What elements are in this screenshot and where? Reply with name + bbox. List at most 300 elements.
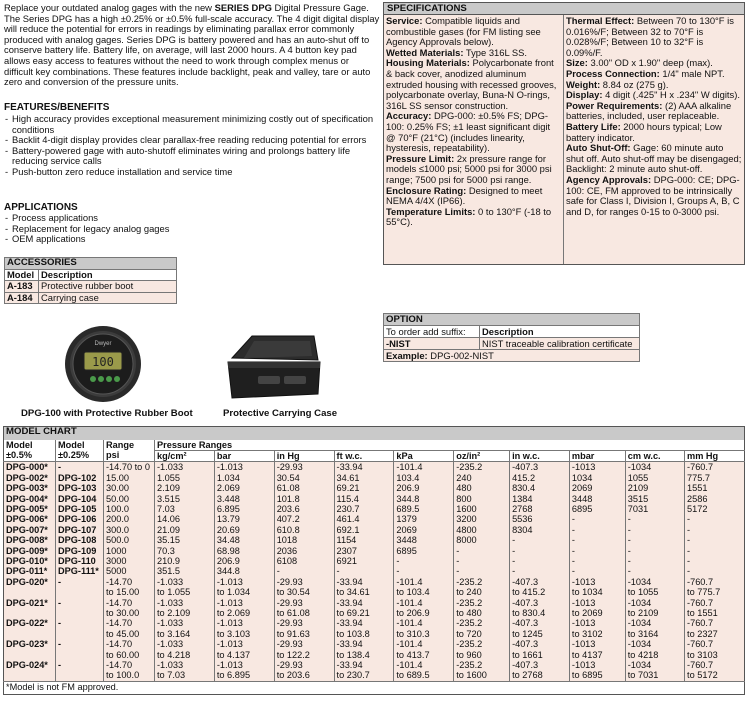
table-cell: DPG-106 (56, 514, 104, 524)
table-row (4, 629, 745, 639)
table-cell: -1.033 (155, 598, 215, 608)
spec-value: 2x pressure range for models ≤1000 psi; 5000 psi for 3000 psi range; 7500 psi for 5000 psi range. (386, 152, 552, 185)
table-cell: DPG-000* (4, 462, 56, 473)
table-cell: -101.4 (394, 639, 454, 649)
table-cell: to 60.00 (104, 650, 155, 660)
spec-entry (386, 154, 561, 186)
table-cell: -760.7 (685, 598, 745, 608)
spec-entry (566, 143, 742, 175)
spec-value: DPG-000: CE; DPG-100: CE, FM approved to be intrinsically safe for Class I, Division I, Groups A, B, C and D, for ranges 0-15 to 0-3000 psi. (566, 173, 740, 217)
table-row (4, 504, 745, 514)
table-cell: to 2.109 (155, 608, 215, 618)
table-cell: -14.70 (104, 618, 155, 628)
header-pressure-ranges: Pressure Ranges (155, 440, 745, 451)
table-cell: -1.013 (214, 639, 274, 649)
table-cell: 3000 (104, 556, 155, 566)
table-cell: 1.034 (214, 473, 274, 483)
table-cell: 101.8 (274, 494, 334, 504)
specifications-right-column (564, 15, 744, 264)
table-cell: -235.2 (454, 462, 510, 473)
table-cell: 5172 (685, 504, 745, 514)
table-row (4, 608, 745, 618)
table-cell: -29.93 (274, 618, 334, 628)
table-cell: 3200 (454, 514, 510, 524)
table-cell: -29.93 (274, 598, 334, 608)
table-cell: - (569, 525, 625, 535)
spec-label: Battery Life: (566, 120, 621, 132)
spec-value: Polycarbonate front & back cover, anodized aluminum extruded housing with recessed grooves, polycarbonate overlay, Buna-N O-rings, 316L SS sensor construction. (386, 57, 557, 111)
table-cell: 6895 (394, 546, 454, 556)
table-cell (4, 608, 56, 618)
table-row (4, 473, 745, 483)
table-cell: 2307 (334, 546, 394, 556)
table-cell: 351.5 (155, 566, 215, 576)
table-cell: -407.3 (510, 598, 570, 608)
table-cell: -1034 (625, 462, 684, 473)
table-cell: DPG-103 (56, 483, 104, 493)
spec-entry (386, 111, 561, 153)
table-cell: - (454, 546, 510, 556)
table-cell: 1000 (104, 546, 155, 556)
table-cell: 3.515 (155, 494, 215, 504)
table-cell: - (685, 546, 745, 556)
header-unit: oz/in² (454, 450, 510, 461)
table-cell: -33.94 (334, 660, 394, 670)
applications-item: - Replacement for legacy analog gages (4, 224, 380, 235)
spec-value: 0 to 130°F (-18 to 55°C). (386, 205, 552, 228)
table-cell: to 1600 (454, 670, 510, 681)
table-cell: - (569, 546, 625, 556)
spec-label: Size: (566, 57, 588, 69)
table-row (4, 587, 745, 597)
table-cell: 115.4 (334, 494, 394, 504)
spec-entry (386, 16, 561, 48)
applications-item: - Process applications (4, 213, 380, 224)
table-cell: -407.3 (510, 577, 570, 587)
table-cell: 5536 (510, 514, 570, 524)
table-row (4, 494, 745, 504)
table-cell: 103.4 (394, 473, 454, 483)
intro-text-after: Digital Pressure Gage. The Series DPG has a high ±0.25% or ±0.5% full-scale accuracy. The 4 digit digital display will reduce the potential for errors in readings by eliminating parallax error commonly produced with analog gages. Series DPG is battery powered and has an auto-shut off to conserve battery life. Battery life, on average, will last 2000 hours. A 4 button key pad allows easy access to features without the need to work through complex menus or difficult key combinations. These features include backlight, peak and valley, tare or auto zero and conversion of the pressure units. (4, 2, 380, 88)
spec-label: Temperature Limits: (386, 205, 476, 217)
spec-label: Weight: (566, 78, 601, 90)
spec-entry (386, 186, 561, 207)
accessories-title: ACCESSORIES (5, 258, 177, 270)
table-cell: - (56, 598, 104, 608)
header-range-unit: psi (104, 450, 155, 461)
table-cell: - (569, 514, 625, 524)
table-cell: to 2768 (510, 670, 570, 681)
header-model-025-accuracy: ±0.25% (56, 450, 104, 461)
features-item: - Battery-powered gage with auto-shutoff eliminates wiring and prolongs battery life reducing service calls (4, 146, 380, 167)
table-cell: to 203.6 (274, 670, 334, 681)
spec-value: Designed to meet NEMA 4/4X (IP66). (386, 184, 543, 207)
spec-label: Enclosure Rating: (386, 184, 467, 196)
table-cell: DPG-002* (4, 473, 56, 483)
table-cell: DPG-005* (4, 504, 56, 514)
table-cell: to 206.9 (394, 608, 454, 618)
table-cell: 1551 (685, 483, 745, 493)
accessory-description: Carrying case (39, 292, 177, 304)
table-cell: to 122.2 (274, 650, 334, 660)
table-cell: - (685, 514, 745, 524)
table-cell: to 2109 (625, 608, 684, 618)
table-cell (56, 587, 104, 597)
intro-text-before: Replace your outdated analog gages with the new (4, 2, 215, 13)
table-cell: 210.9 (155, 556, 215, 566)
table-cell: - (625, 514, 684, 524)
table-cell: to 1055 (625, 587, 684, 597)
table-cell: -1034 (625, 618, 684, 628)
specifications-box (383, 2, 745, 265)
table-cell: -407.3 (510, 618, 570, 628)
table-cell: -235.2 (454, 598, 510, 608)
table-cell: DPG-007* (4, 525, 56, 535)
spec-entry (566, 16, 742, 58)
table-cell (4, 587, 56, 597)
table-cell: -101.4 (394, 462, 454, 473)
header-model-025: Model (56, 440, 104, 451)
table-cell: to 1551 (685, 608, 745, 618)
spec-value: 1/4" male NPT. (659, 67, 725, 79)
table-cell: - (569, 566, 625, 576)
table-cell: to 138.4 (334, 650, 394, 660)
table-cell: - (56, 577, 104, 587)
spec-label: Auto Shut-Off: (566, 142, 631, 154)
table-cell: to 69.21 (334, 608, 394, 618)
spec-value: 2000 hours typical; Low battery indicator. (566, 120, 722, 143)
table-cell: DPG-109 (56, 546, 104, 556)
table-cell: -33.94 (334, 598, 394, 608)
spec-value: 3.00" OD x 1.90" deep (max). (587, 57, 713, 69)
table-cell: 3515 (625, 494, 684, 504)
table-cell: DPG-021* (4, 598, 56, 608)
table-cell: to 15.00 (104, 587, 155, 597)
table-cell: -1013 (569, 618, 625, 628)
table-cell: to 30.00 (104, 608, 155, 618)
table-cell: - (274, 566, 334, 576)
table-cell: DPG-111* (56, 566, 104, 576)
header-unit: in Hg (274, 450, 334, 461)
spec-label: Agency Approvals: (566, 173, 652, 185)
features-list (4, 114, 380, 178)
table-cell: -1013 (569, 660, 625, 670)
table-cell: 7.03 (155, 504, 215, 514)
table-cell: to 6.895 (214, 670, 274, 681)
option-table (383, 313, 640, 362)
table-cell: to 1034 (569, 587, 625, 597)
gauge-display-value: 100 (92, 355, 114, 369)
header-range: Range (104, 440, 155, 451)
model-chart-footnote: *Model is not FM approved. (4, 681, 745, 694)
table-cell: to 3.164 (155, 629, 215, 639)
table-cell: to 45.00 (104, 629, 155, 639)
table-cell: 34.61 (334, 473, 394, 483)
table-cell: 21.09 (155, 525, 215, 535)
table-cell: -1.013 (214, 660, 274, 670)
header-unit: in w.c. (510, 450, 570, 461)
table-cell: - (510, 556, 570, 566)
table-cell: to 4.218 (155, 650, 215, 660)
table-cell: to 7.03 (155, 670, 215, 681)
table-cell: 6108 (274, 556, 334, 566)
table-cell: 4800 (454, 525, 510, 535)
table-cell: 200.0 (104, 514, 155, 524)
spec-entry (566, 175, 742, 217)
table-cell: 3448 (394, 535, 454, 545)
table-cell: to 415.2 (510, 587, 570, 597)
header-unit: kg/cm² (155, 450, 215, 461)
table-cell: 610.8 (274, 525, 334, 535)
table-cell: - (454, 556, 510, 566)
spec-label: Thermal Effect: (566, 15, 635, 26)
table-cell: -1013 (569, 462, 625, 473)
table-cell: 2768 (510, 504, 570, 514)
table-cell (56, 650, 104, 660)
table-cell: 240 (454, 473, 510, 483)
gauge-image (64, 325, 142, 403)
table-cell: 500.0 (104, 535, 155, 545)
features-item: - Push-button zero reduce installation and service time (4, 167, 380, 178)
model-chart-title: MODEL CHART (4, 427, 745, 440)
table-cell: 2109 (625, 483, 684, 493)
carrying-case-image (222, 332, 324, 402)
table-cell: to 1661 (510, 650, 570, 660)
table-cell: 69.21 (334, 483, 394, 493)
table-cell: -101.4 (394, 598, 454, 608)
gauge-brand: Dwyer (94, 341, 112, 347)
table-row (4, 556, 745, 566)
table-cell: - (56, 639, 104, 649)
table-cell: to 480 (454, 608, 510, 618)
table-cell: DPG-010* (4, 556, 56, 566)
table-cell: DPG-004* (4, 494, 56, 504)
header-unit: mbar (569, 450, 625, 461)
table-row (4, 566, 745, 576)
table-cell: - (394, 556, 454, 566)
model-chart-table (3, 426, 745, 695)
table-cell: -33.94 (334, 618, 394, 628)
table-row (4, 660, 745, 670)
table-cell: -1034 (625, 639, 684, 649)
table-cell: to 960 (454, 650, 510, 660)
table-cell: 20.69 (214, 525, 274, 535)
table-cell: 775.7 (685, 473, 745, 483)
table-cell: to 7031 (625, 670, 684, 681)
option-suffix: -NIST (384, 338, 480, 350)
table-cell: DPG-003* (4, 483, 56, 493)
table-cell: -1.033 (155, 577, 215, 587)
table-cell: -760.7 (685, 577, 745, 587)
table-cell: DPG-102 (56, 473, 104, 483)
table-cell: DPG-108 (56, 535, 104, 545)
applications-list (4, 213, 380, 245)
table-cell: - (510, 546, 570, 556)
table-cell: to 1245 (510, 629, 570, 639)
table-cell: 2586 (685, 494, 745, 504)
table-cell: to 3164 (625, 629, 684, 639)
table-cell: DPG-024* (4, 660, 56, 670)
table-cell: 2069 (569, 483, 625, 493)
table-cell: - (569, 556, 625, 566)
spec-value: Between 70 to 130°F is 0.016%/F; Between 32 to 70°F is 0.028%/F; Between 10 to 32°F is 0.09%/F. (566, 15, 734, 58)
spec-label: Service: (386, 15, 423, 26)
features-item: - High accuracy provides exceptional measurement minimizing costly out of specification conditions (4, 114, 380, 135)
table-cell: -1.013 (214, 598, 274, 608)
table-cell: 70.3 (155, 546, 215, 556)
spec-label: Housing Materials: (386, 57, 470, 69)
table-cell: -29.93 (274, 577, 334, 587)
header-model-05-accuracy: ±0.5% (4, 450, 56, 461)
option-example (384, 350, 640, 362)
table-cell: to 4218 (625, 650, 684, 660)
table-cell: 1379 (394, 514, 454, 524)
table-cell: -1.033 (155, 639, 215, 649)
table-cell: -1013 (569, 577, 625, 587)
accessory-model: A-184 (5, 292, 39, 304)
table-row (4, 618, 745, 628)
table-row (4, 598, 745, 608)
table-cell: 7031 (625, 504, 684, 514)
spec-label: Process Connection: (566, 67, 660, 79)
table-cell: -1.013 (214, 462, 274, 473)
table-cell: to 230.7 (334, 670, 394, 681)
spec-value: 8.84 oz (275 g). (600, 78, 669, 90)
table-cell: -101.4 (394, 618, 454, 628)
specifications-title: SPECIFICATIONS (384, 3, 744, 15)
table-cell: - (625, 566, 684, 576)
table-cell: - (569, 535, 625, 545)
table-cell: -33.94 (334, 639, 394, 649)
accessories-table (4, 257, 177, 304)
table-cell: to 3103 (685, 650, 745, 660)
table-cell: 1055 (625, 473, 684, 483)
table-cell: - (625, 546, 684, 556)
table-cell: DPG-107 (56, 525, 104, 535)
option-col-description: Description (480, 326, 640, 338)
table-cell: -235.2 (454, 639, 510, 649)
table-cell: to 720 (454, 629, 510, 639)
table-cell: -407.3 (510, 639, 570, 649)
table-cell: -101.4 (394, 577, 454, 587)
table-row (4, 514, 745, 524)
header-unit: bar (214, 450, 274, 461)
table-cell: 30.54 (274, 473, 334, 483)
spec-value: (2) AAA alkaline batteries, included, user replaceable. (566, 99, 732, 122)
table-cell: DPG-020* (4, 577, 56, 587)
spec-label: Pressure Limit: (386, 152, 455, 164)
table-row (4, 535, 745, 545)
table-cell: 100.0 (104, 504, 155, 514)
table-cell: - (685, 535, 745, 545)
table-cell: 35.15 (155, 535, 215, 545)
table-cell: to 30.54 (274, 587, 334, 597)
table-cell: DPG-022* (4, 618, 56, 628)
table-cell: to 775.7 (685, 587, 745, 597)
table-cell: -760.7 (685, 660, 745, 670)
table-cell: 34.48 (214, 535, 274, 545)
table-cell: DPG-105 (56, 504, 104, 514)
table-cell: -33.94 (334, 577, 394, 587)
table-cell: 800 (454, 494, 510, 504)
table-cell: 300.0 (104, 525, 155, 535)
table-cell: - (685, 525, 745, 535)
spec-label: Wetted Materials: (386, 46, 464, 58)
table-row (4, 483, 745, 493)
table-cell: - (56, 618, 104, 628)
table-cell: 206.9 (214, 556, 274, 566)
spec-label: Power Requirements: (566, 99, 663, 111)
spec-value: Type 316L SS. (463, 46, 528, 58)
table-cell: - (56, 462, 104, 473)
table-cell: 68.98 (214, 546, 274, 556)
accessories-col-model: Model (5, 269, 39, 281)
spec-label: Display: (566, 89, 603, 101)
accessories-col-description: Description (39, 269, 177, 281)
accessory-model: A-183 (5, 281, 39, 293)
option-title: OPTION (384, 314, 640, 326)
table-cell: -1.033 (155, 618, 215, 628)
spec-entry (566, 101, 742, 122)
table-cell: - (56, 660, 104, 670)
table-cell: - (625, 535, 684, 545)
table-cell: 830.4 (510, 483, 570, 493)
table-cell: - (394, 566, 454, 576)
spec-label: Accuracy: (386, 110, 432, 122)
option-example-label: Example: (386, 350, 428, 361)
table-cell: to 413.7 (394, 650, 454, 660)
features-heading: FEATURES/BENEFITS (4, 102, 110, 113)
table-cell: -1013 (569, 598, 625, 608)
table-cell: 1600 (454, 504, 510, 514)
table-cell: DPG-008* (4, 535, 56, 545)
table-cell: 230.7 (334, 504, 394, 514)
table-cell: -29.93 (274, 660, 334, 670)
table-cell: 206.9 (394, 483, 454, 493)
spec-value: Compatible liquids and combustible gases (for FM listing see Agency Approvals below). (386, 15, 541, 48)
table-cell: -407.3 (510, 660, 570, 670)
table-cell: -1034 (625, 577, 684, 587)
table-cell: to 5172 (685, 670, 745, 681)
spec-entry (566, 122, 742, 143)
features-item: - Backlit 4-digit display provides clear parallax-free reading reducing potential for errors (4, 135, 380, 146)
gauge-caption: DPG-100 with Protective Rubber Boot (21, 408, 193, 419)
table-cell: DPG-011* (4, 566, 56, 576)
table-cell: -101.4 (394, 660, 454, 670)
table-cell: 5000 (104, 566, 155, 576)
table-cell: 344.8 (394, 494, 454, 504)
table-cell: 3448 (569, 494, 625, 504)
table-cell (4, 650, 56, 660)
spec-value: 4 digit (.425" H x .234" W digits). (602, 89, 740, 101)
table-cell: -760.7 (685, 639, 745, 649)
intro-paragraph (4, 3, 380, 88)
spec-value: Gage: 60 minute auto shut off. Auto shut-off may be disengaged; Backlight: 2 minute auto shut-off. (566, 142, 742, 175)
table-row (4, 577, 745, 587)
table-cell: -14.70 (104, 577, 155, 587)
table-cell: -760.7 (685, 462, 745, 473)
spec-entry (386, 207, 561, 228)
table-cell: 1034 (569, 473, 625, 483)
table-cell: to 310.3 (394, 629, 454, 639)
table-cell: -760.7 (685, 618, 745, 628)
table-cell: 1384 (510, 494, 570, 504)
table-cell: - (685, 556, 745, 566)
table-cell: to 2327 (685, 629, 745, 639)
table-cell: -14.70 (104, 639, 155, 649)
table-cell (4, 629, 56, 639)
table-row (4, 650, 745, 660)
